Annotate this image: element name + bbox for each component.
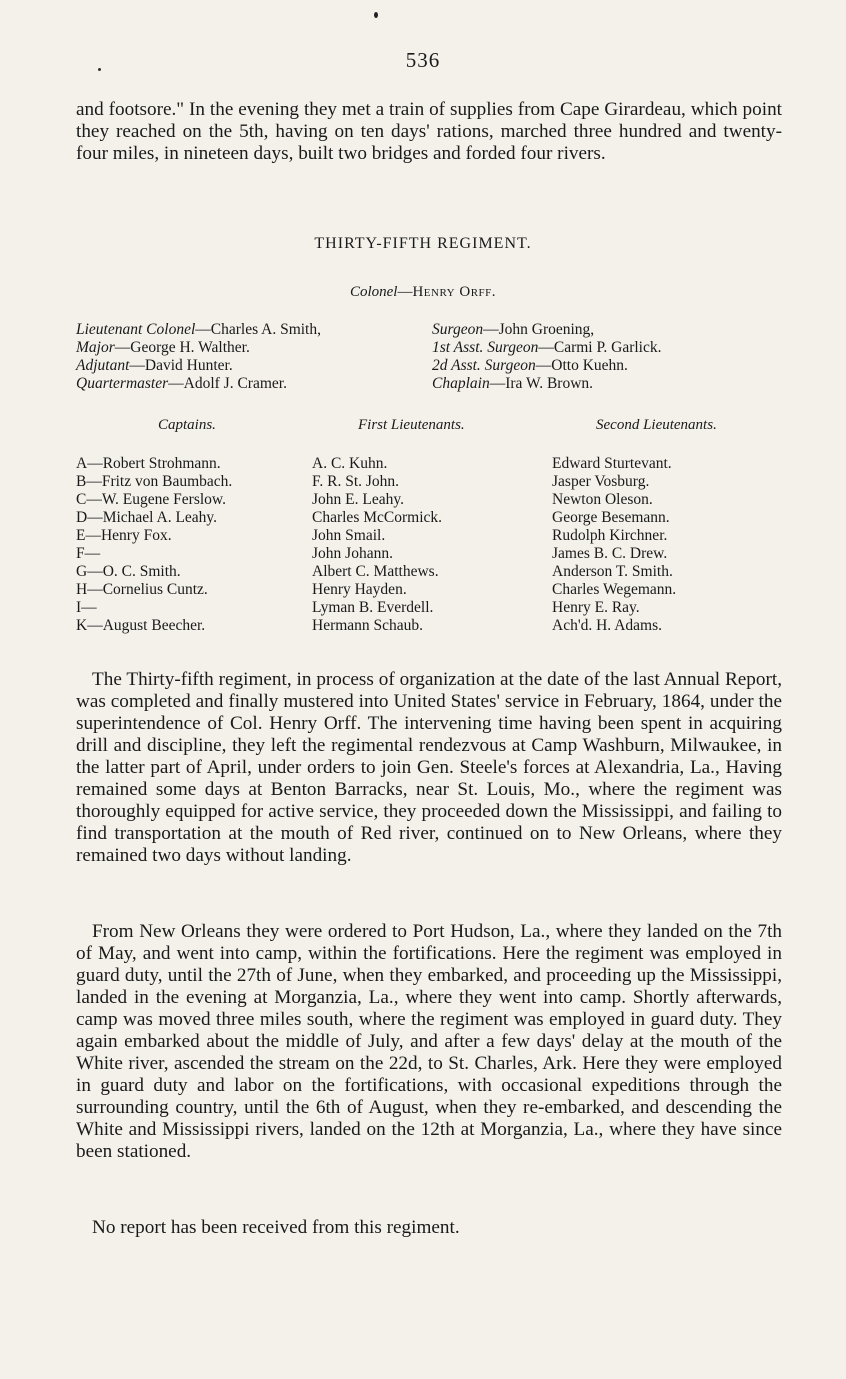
second-lieutenant-name: Anderson T. Smith.	[552, 563, 673, 580]
colonel-line: Colonel—Henry Orff.	[349, 284, 497, 300]
company-letter: E	[76, 527, 86, 544]
regiment-title: THIRTY-FIFTH REGIMENT.	[314, 235, 532, 252]
company-letter: H	[76, 581, 88, 598]
staff-title: Chaplain	[432, 375, 490, 392]
company-letter: G	[76, 563, 88, 580]
captain-entry: I—	[76, 599, 97, 616]
body-paragraph-1: The Thirty-fifth regiment, in process of organization at the date of the last Annual Report, was completed and finally mustered into United States' service in February, 1864, under the superintendence of Col. Henry Orff. The intervening time having been spent in acquiring drill and discipline, they left the regimental rendezvous at Camp Washburn, Milwaukee, in the latter part of April, under orders to join Gen. Steele's forces at Alexandria, La., Having remained some days at Benton Barracks, near St. Louis, Mo., where the regiment was thoroughly equipped for active service, they proceeded down the Mississippi, and failing to find transportation at the mouth of Red river, continued on to New Orleans, where they remained two days without landing.	[76, 669, 782, 866]
staff-entry: Chaplain—Ira W. Brown.	[432, 375, 594, 392]
captain-name: Henry Fox.	[100, 527, 172, 544]
staff-name: John Groening,	[498, 321, 595, 338]
staff-title: Quartermaster	[76, 375, 169, 392]
staff-name: Ira W. Brown.	[505, 375, 594, 392]
page-number: 536	[405, 48, 441, 72]
first-lieutenant-name: Hermann Schaub.	[312, 617, 424, 634]
body-paragraph-3: No report has been received from this regiment.	[92, 1217, 460, 1238]
second-lieutenant-name: Henry E. Ray.	[552, 599, 640, 616]
captain-name: Michael A. Leahy.	[102, 509, 218, 526]
colonel-name: Henry Orff.	[412, 284, 497, 300]
staff-title: Surgeon	[432, 321, 484, 338]
captain-entry: H—Cornelius Cuntz.	[76, 581, 208, 598]
second-lieutenant-name: Ach'd. H. Adams.	[552, 617, 662, 634]
staff-name: Carmi P. Garlick.	[553, 339, 662, 356]
company-letter: K	[76, 617, 88, 634]
staff-name: Adolf J. Cramer.	[183, 375, 287, 392]
captain-entry: K—August Beecher.	[76, 617, 206, 634]
first-lieutenant-name: Charles McCormick.	[312, 509, 443, 526]
second-lieutenants-header: Second Lieutenants.	[596, 417, 717, 433]
staff-entry: 2d Asst. Surgeon—Otto Kuehn.	[432, 357, 628, 374]
staff-title: Adjutant	[76, 357, 130, 374]
staff-name: David Hunter.	[144, 357, 233, 374]
first-lieutenant-name: Albert C. Matthews.	[312, 563, 439, 580]
captain-name: W. Eugene Ferslow.	[101, 491, 226, 508]
second-lieutenant-name: Rudolph Kirchner.	[552, 527, 668, 544]
captain-entry: G—O. C. Smith.	[76, 563, 181, 580]
first-lieutenant-name: John Smail.	[312, 527, 386, 544]
staff-title: Lieutenant Colonel	[76, 321, 196, 338]
colonel-title: Colonel	[349, 284, 398, 300]
company-letter: D	[76, 509, 88, 526]
staff-entry: Major—George H. Walther.	[76, 339, 250, 356]
company-letter: C	[76, 491, 87, 508]
captain-name: August Beecher.	[102, 617, 206, 634]
first-lieutenant-name: John Johann.	[312, 545, 393, 562]
first-lieutenant-name: Lyman B. Everdell.	[312, 599, 434, 616]
staff-entry: Quartermaster—Adolf J. Cramer.	[76, 375, 287, 392]
staff-title: 1st Asst. Surgeon	[432, 339, 539, 356]
staff-entry: Adjutant—David Hunter.	[76, 357, 233, 374]
first-lieutenant-name: Henry Hayden.	[312, 581, 407, 598]
second-lieutenant-name: Charles Wegemann.	[552, 581, 677, 598]
staff-name: Otto Kuehn.	[551, 357, 628, 374]
company-letter: B	[76, 473, 87, 490]
intro-paragraph: and footsore." In the evening they met a train of supplies from Cape Girardeau, which point they reached on the 5th, having on ten days' rations, marched three hundred and twenty-four miles, in nineteen days, built two bridges and forded four rivers.	[76, 99, 782, 164]
first-lieutenant-name: John E. Leahy.	[312, 491, 404, 508]
captains-header: Captains.	[158, 417, 216, 433]
staff-name: George H. Walther.	[130, 339, 250, 356]
body-paragraph-2: From New Orleans they were ordered to Port Hudson, La., where they landed on the 7th of May, and went into camp, within the fortifications. Here the regiment was employed in guard duty, until the 27th of June, when they embarked, and proceeding up the Mississippi, landed in the evening at Morganzia, La., where they went into camp. Shortly afterwards, camp was moved three miles south, where the regiment was employed in guard duty. They again embarked about the middle of July, and after a few days' delay at the mouth of the White river, ascended the stream on the 22d, to St. Charles, Ark. Here they were employed in guard duty and labor on the fortifications, with occasional expeditions through the surrounding country, until the 6th of August, when they re-embarked, and descending the White and Mississippi rivers, landed on the 12th at Morganzia, La., where they have since been stationed.	[76, 921, 782, 1162]
second-lieutenant-name: Newton Oleson.	[552, 491, 653, 508]
second-lieutenant-name: James B. C. Drew.	[552, 545, 668, 562]
ink-speck	[374, 12, 378, 18]
company-letter: A	[76, 455, 88, 472]
second-lieutenant-name: Edward Sturtevant.	[552, 455, 672, 472]
first-lieutenant-name: A. C. Kuhn.	[312, 455, 388, 472]
captain-entry: C—W. Eugene Ferslow.	[76, 491, 226, 508]
staff-title: 2d Asst. Surgeon	[432, 357, 536, 374]
captain-entry: F—	[76, 545, 101, 562]
captain-name: Cornelius Cuntz.	[102, 581, 208, 598]
captain-entry: A—Robert Strohmann.	[76, 455, 221, 472]
captain-name: O. C. Smith.	[102, 563, 181, 580]
captain-entry: D—Michael A. Leahy.	[76, 509, 218, 526]
staff-name: Charles A. Smith,	[210, 321, 321, 338]
first-lieutenant-name: F. R. St. John.	[312, 473, 400, 490]
captain-entry: B—Fritz von Baumbach.	[76, 473, 233, 490]
second-lieutenant-name: George Besemann.	[552, 509, 670, 526]
staff-entry: Lieutenant Colonel—Charles A. Smith,	[76, 321, 321, 338]
second-lieutenant-name: Jasper Vosburg.	[552, 473, 650, 490]
staff-entry: Surgeon—John Groening,	[432, 321, 595, 338]
captain-entry: E—Henry Fox.	[76, 527, 172, 544]
captain-name: Fritz von Baumbach.	[101, 473, 233, 490]
captain-name: Robert Strohmann.	[102, 455, 221, 472]
staff-title: Major	[76, 339, 115, 356]
staff-entry: 1st Asst. Surgeon—Carmi P. Garlick.	[432, 339, 662, 356]
company-letter: I	[76, 599, 82, 616]
company-letter: F	[76, 545, 85, 562]
first-lieutenants-header: First Lieutenants.	[358, 417, 465, 433]
